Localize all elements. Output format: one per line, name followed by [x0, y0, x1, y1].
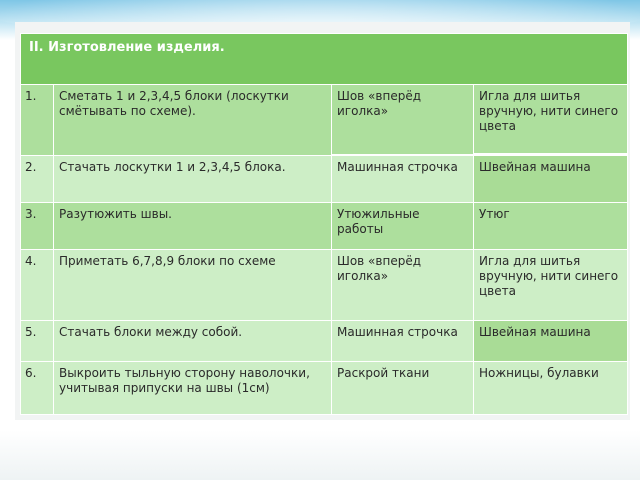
tools-cell: Утюг [474, 203, 628, 250]
tools-cell: Швейная машина [474, 321, 628, 362]
row-number: 3. [21, 203, 54, 250]
technique-cell: Шов «вперёд иголка» [332, 85, 474, 155]
process-table [20, 33, 628, 415]
table-title-row [21, 34, 628, 85]
row-number: 6. [21, 362, 54, 415]
table-row [21, 203, 628, 250]
step-cell: Стачать блоки между собой. [54, 321, 332, 362]
step-cell: Приметать 6,7,8,9 блоки по схеме [54, 250, 332, 321]
table-row [21, 362, 628, 415]
step-cell: Сметать 1 и 2,3,4,5 блоки (лоскутки смётывать по схеме). [54, 85, 332, 156]
table-row [21, 250, 628, 321]
row-number: 4. [21, 250, 54, 321]
technique-cell: Машинная строчка [332, 321, 474, 362]
technique-cell: Раскрой ткани [332, 362, 474, 415]
tools-cell: Ножницы, булавки [474, 362, 628, 415]
row-number: 2. [21, 156, 54, 203]
background-bottom [0, 430, 640, 480]
technique-cell: Машинная строчка [332, 156, 474, 203]
table-row [21, 156, 628, 203]
table-row [21, 85, 628, 154]
row-number: 1. [21, 85, 54, 156]
tools-cell: Швейная машина [474, 156, 628, 203]
technique-cell: Шов «вперёд иголка» [332, 250, 474, 321]
table-title: II. Изготовление изделия. [21, 34, 628, 85]
tools-cell: Игла для шитья вручную, нити синего цвета [474, 250, 628, 321]
tools-cell: Игла для шитья вручную, нити синего цвета [474, 85, 628, 154]
step-cell: Стачать лоскутки 1 и 2,3,4,5 блока. [54, 156, 332, 203]
step-cell: Разутюжить швы. [54, 203, 332, 250]
technique-cell: Утюжильные работы [332, 203, 474, 250]
table-row [21, 321, 628, 362]
row-number: 5. [21, 321, 54, 362]
step-cell: Выкроить тыльную сторону наволочки, учитывая припуски на швы (1см) [54, 362, 332, 415]
